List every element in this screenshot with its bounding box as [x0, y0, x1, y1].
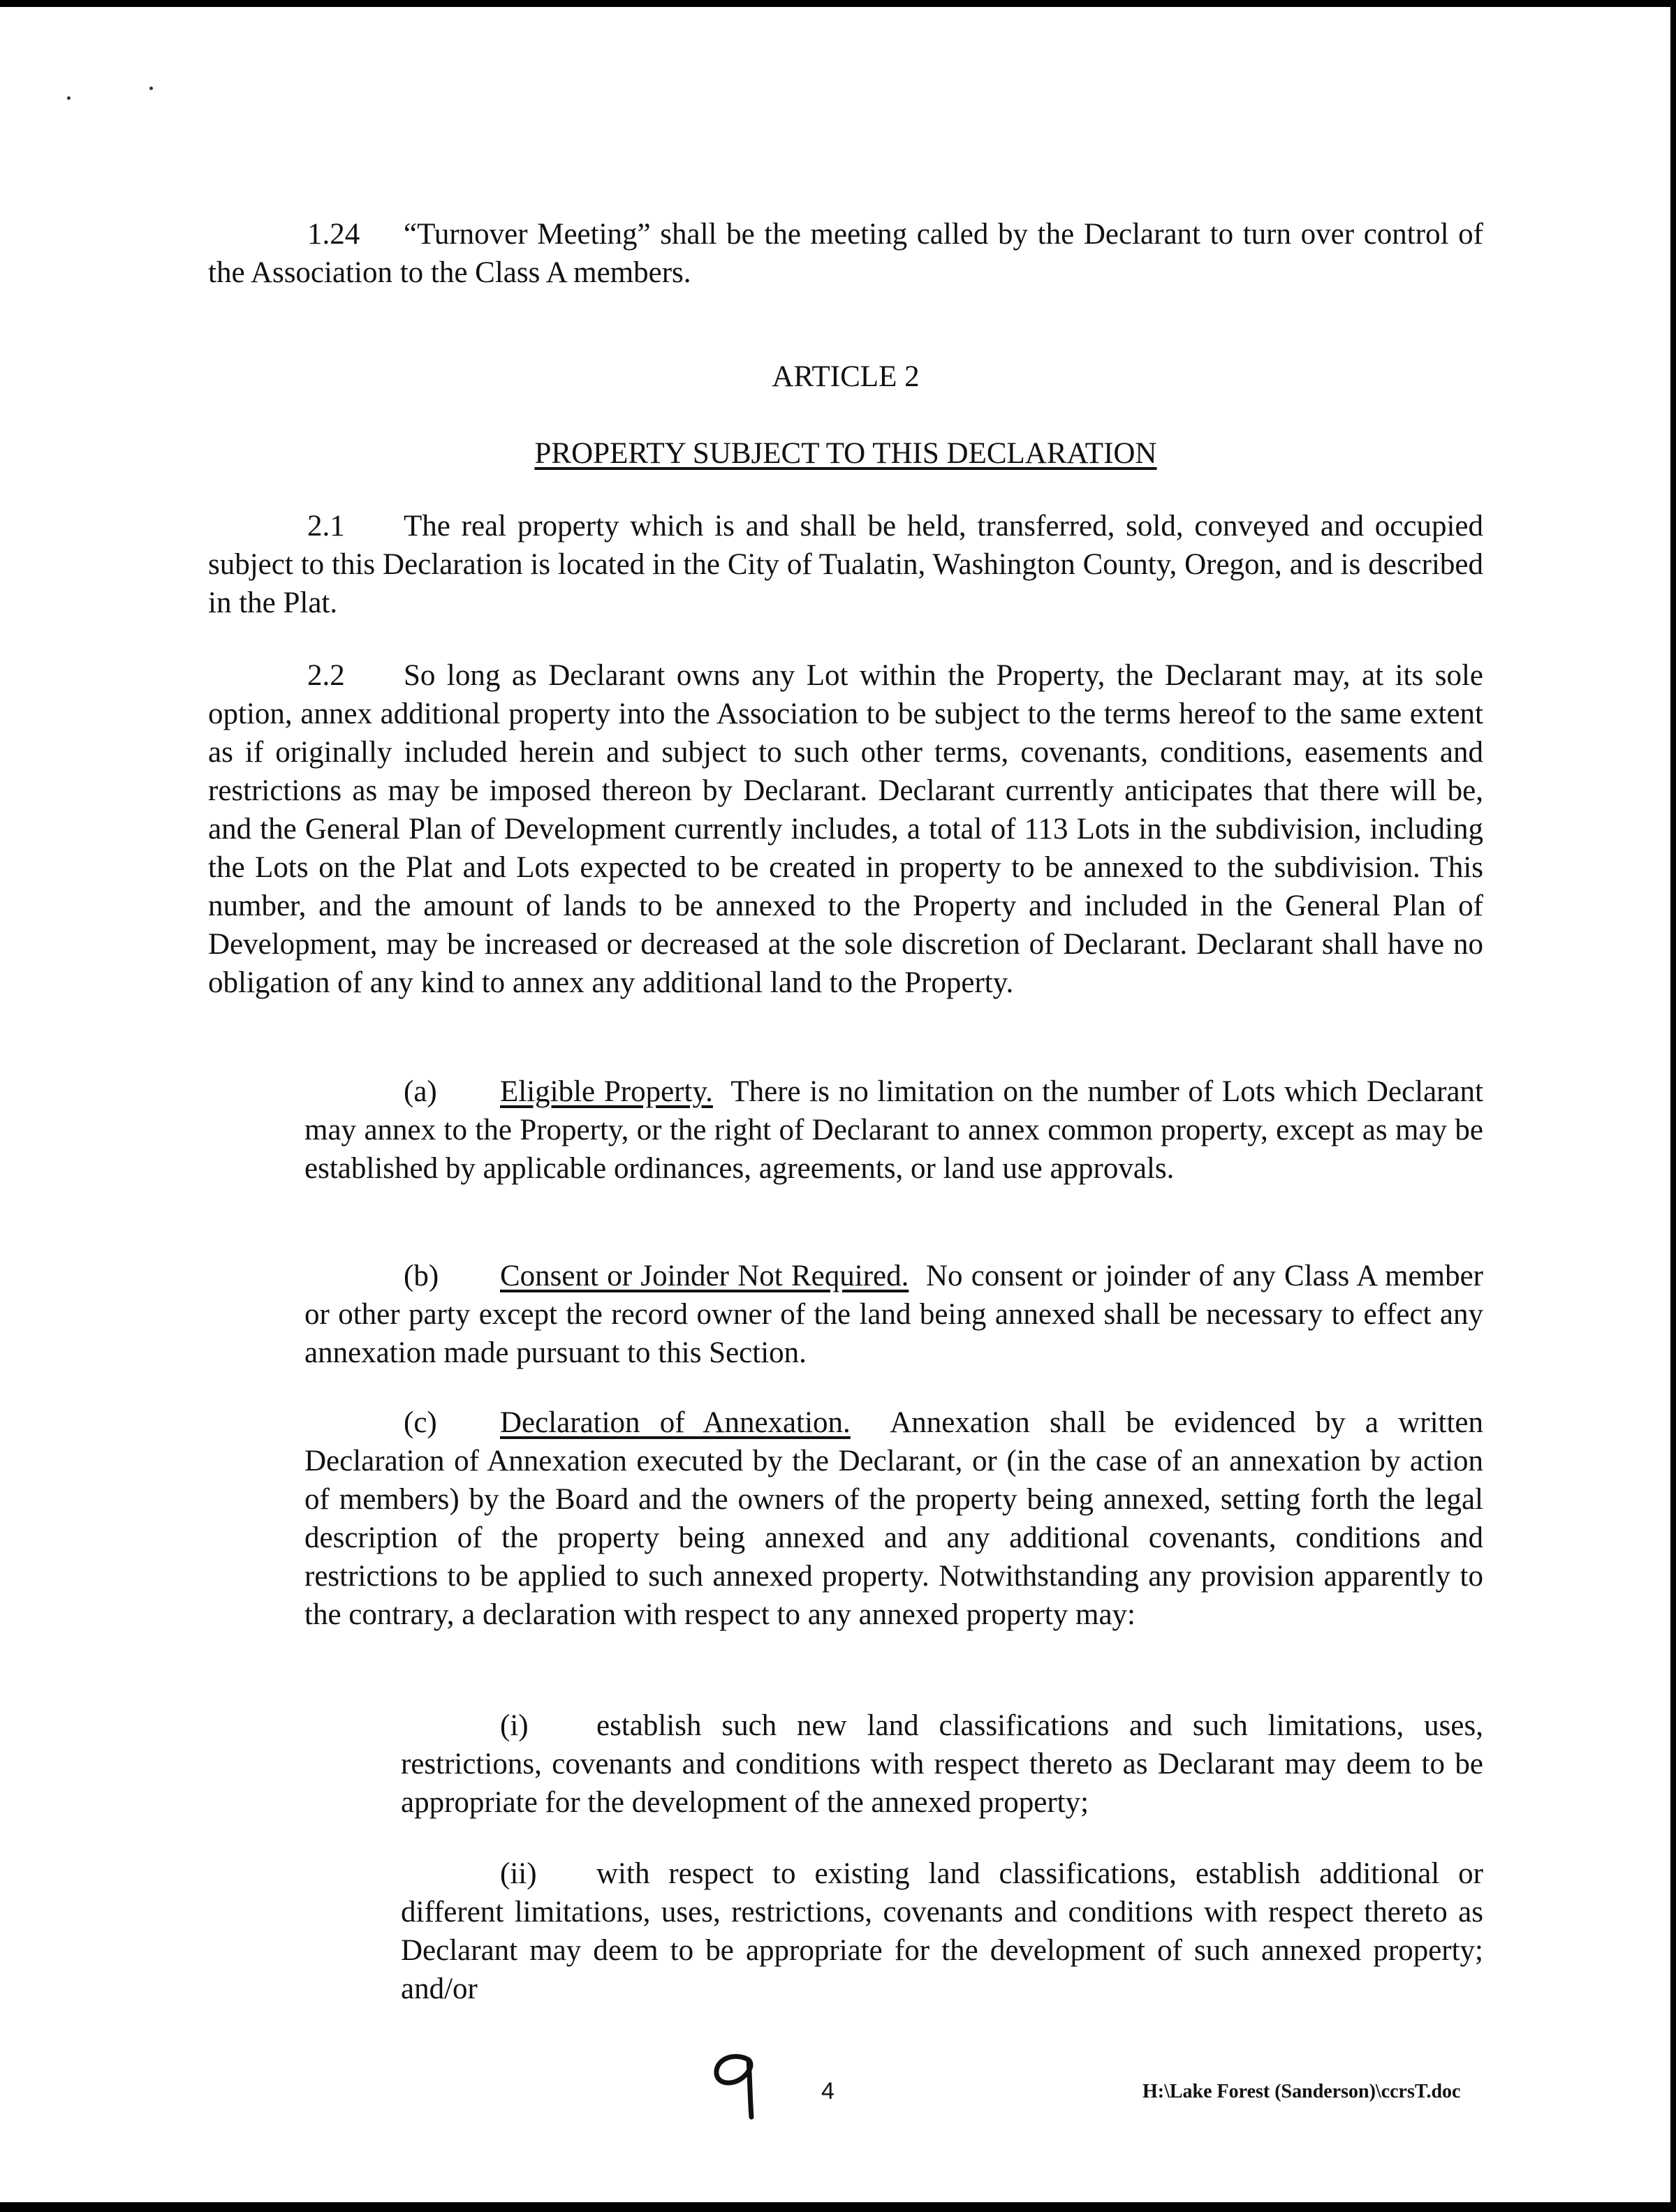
paragraph-text: “Turnover Meeting” shall be the meeting called by the Declarant to turn over control of the Association to the Class A members. [208, 218, 1483, 289]
paragraph-2-1 [208, 507, 1483, 622]
footer-page-number: 4 [821, 2078, 835, 2104]
paragraph-number: 2.2 [307, 659, 345, 692]
subsection-label: (ii) [500, 1857, 537, 1890]
subsection-b [304, 1257, 1483, 1372]
subsection-text: Annexation shall be evidenced by a written Declaration of Annexation executed by the Declarant, or (in the case of an annexation by action of members) by the Board and the owners of the property being annexed, setting forth the legal description of the property being annexed and any additional covenants, conditions and restrictions to be applied to such annexed property. Notwithstanding any provision apparently to the contrary, a declaration with respect to any annexed property may: [304, 1406, 1483, 1631]
subsection-label: (i) [500, 1709, 529, 1742]
scan-edge-top [0, 0, 1676, 7]
subsection-text: with respect to existing land classifications, establish additional or different limitations, uses, restrictions, covenants and conditions with respect thereto as Declarant may deem to be appropriate for the development of such annexed property; and/or [401, 1857, 1483, 2005]
paragraph-text: The real property which is and shall be held, transferred, sold, conveyed and occupied subject to this Declaration is located in the City of Tualatin, Washington County, Oregon, and is described in the Plat. [208, 510, 1483, 619]
handwritten-page-number [705, 2039, 789, 2123]
subsection-heading: Consent or Joinder Not Required. [500, 1260, 909, 1292]
scan-edge-bottom [0, 2202, 1676, 2212]
subsection-heading: Declaration of Annexation. [500, 1406, 851, 1439]
subsection-text: No consent or joinder of any Class A member or other party except the record owner of the land being annexed shall be necessary to effect any annexation made pursuant to this Section. [304, 1260, 1483, 1369]
subsection-c [304, 1403, 1483, 1634]
subsection-text: establish such new land classifications and such limitations, uses, restrictions, covenants and conditions with respect thereto as Declarant may deem to be appropriate for the development of the annexed property; [401, 1709, 1483, 1819]
subsection-ii [401, 1855, 1483, 2008]
paragraph-number: 1.24 [307, 218, 360, 251]
article-subtitle [208, 434, 1483, 473]
article-title: ARTICLE 2 [772, 360, 920, 393]
footer-file-path: H:\Lake Forest (Sanderson)\ccrsT.doc [1142, 2081, 1461, 2102]
subsection-heading: Eligible Property. [500, 1075, 713, 1108]
paragraph-2-2 [208, 656, 1483, 1002]
article-subtitle-text: PROPERTY SUBJECT TO THIS DECLARATION [534, 437, 1157, 470]
scan-edge-right [1670, 0, 1676, 2212]
subsection-label: (b) [404, 1260, 439, 1292]
subsection-i [401, 1706, 1483, 1822]
scan-speck [149, 87, 153, 90]
subsection-label: (a) [404, 1075, 437, 1108]
subsection-a [304, 1072, 1483, 1188]
scan-speck [67, 96, 71, 100]
paragraph-text: So long as Declarant owns any Lot within the Property, the Declarant may, at its sole option, annex additional property into the Association to be subject to the terms hereof to the same extent as if originally included herein and subject to such other terms, covenants, conditions, easements and restrictions as may be imposed thereon by Declarant. Declarant currently anticipates that there will be, and the General Plan of Development currently includes, a total of 113 Lots in the subdivision, including the Lots on the Plat and Lots expected to be created in property to be annexed to the subdivision. This number, and the amount of lands to be annexed to the Property and included in the General Plan of Development, may be increased or decreased at the sole discretion of Declarant. Declarant shall have no obligation of any kind to annex any additional land to the Property. [208, 659, 1483, 999]
paragraph-1-24 [208, 215, 1483, 292]
subsection-label: (c) [404, 1406, 437, 1439]
subsection-text: There is no limitation on the number of Lots which Declarant may annex to the Property, or the right of Declarant to annex common property, except as may be established by applicable ordinances, agreements, or land use approvals. [304, 1075, 1484, 1185]
paragraph-number: 2.1 [307, 510, 345, 543]
